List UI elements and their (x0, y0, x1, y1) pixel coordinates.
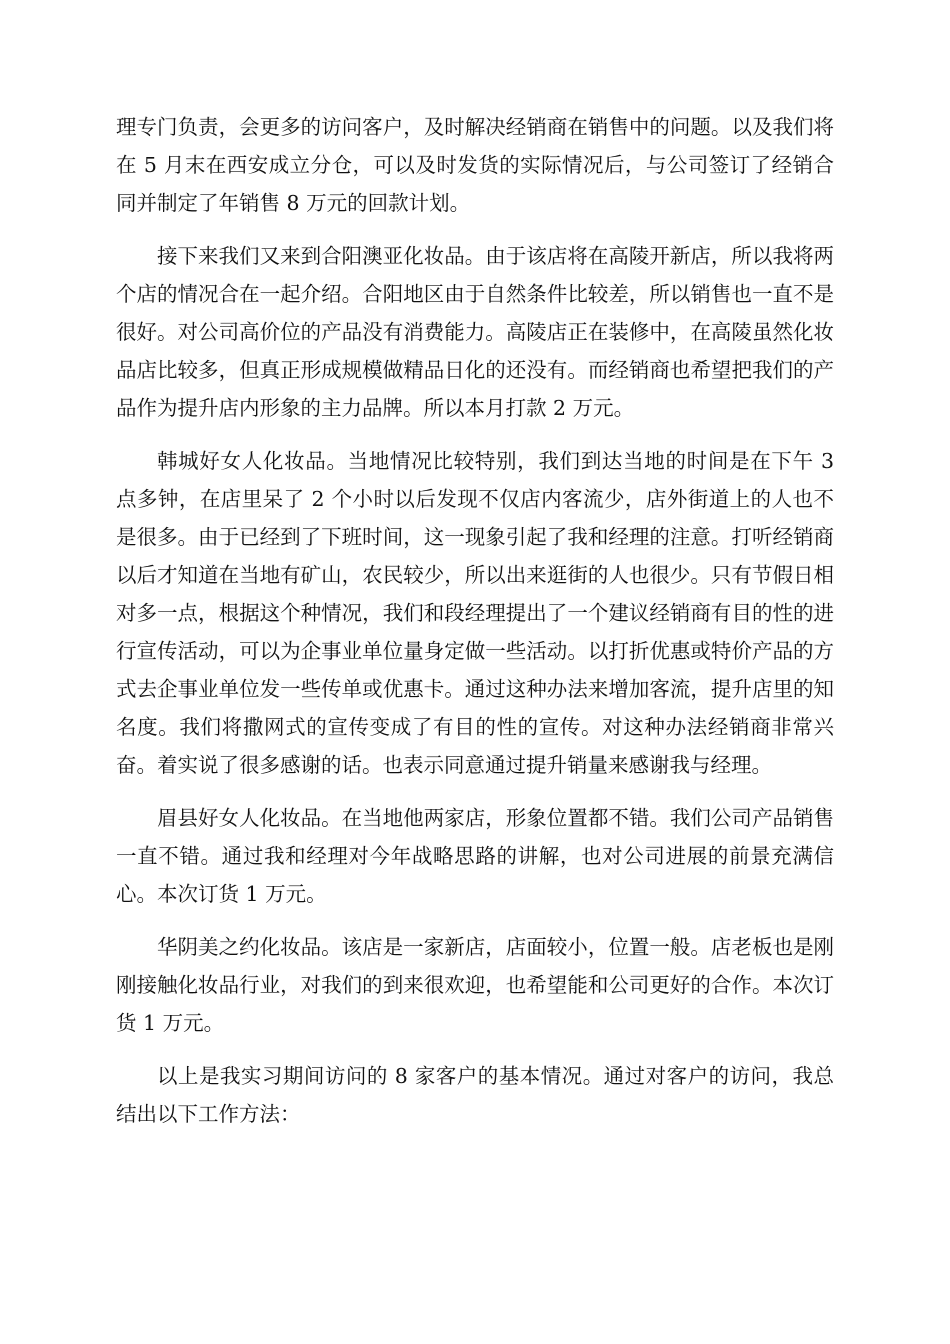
paragraph-summary: 以上是我实习期间访问的 8 家客户的基本情况。通过对客户的访问，我总结出以下工作方法： (116, 1064, 834, 1126)
paragraph-continuation: 理专门负责，会更多的访问客户，及时解决经销商在销售中的问题。以及我们将在 5 月末在西安成立分仓，可以及时发货的实际情况后，与公司签订了经销合同并制定了年销售 8 万元的回款计划。 (116, 115, 834, 215)
document-page (116, 108, 834, 1148)
paragraph-meixian-store: 眉县好女人化妆品。在当地他两家店，形象位置都不错。我们公司产品销售一直不错。通过我和经理对今年战略思路的讲解，也对公司进展的前景充满信心。本次订货 1 万元。 (116, 806, 834, 906)
paragraph-heyang-store: 接下来我们又来到合阳澳亚化妆品。由于该店将在高陵开新店，所以我将两个店的情况合在一起介绍。合阳地区由于自然条件比较差，所以销售也一直不是很好。对公司高价位的产品没有消费能力。高陵店正在装修中，在高陵虽然化妆品店比较多，但真正形成规模做精品日化的还没有。而经销商也希望把我们的产品作为提升店内形象的主力品牌。所以本月打款 2 万元。 (116, 244, 834, 420)
paragraph-hancheng-store: 韩城好女人化妆品。当地情况比较特别，我们到达当地的时间是在下午 3 点多钟，在店里呆了 2 个小时以后发现不仅店内客流少，店外街道上的人也不是很多。由于已经到了下班时间，这一现象引起了我和经理的注意。打听经销商以后才知道在当地有矿山，农民较少，所以出来逛街的人也很少。只有节假日相对多一点，根据这个种情况，我们和段经理提出了一个建议经销商有目的性的进行宣传活动，可以为企事业单位量身定做一些活动。以打折优惠或特价产品的方式去企事业单位发一些传单或优惠卡。通过这种办法来增加客流，提升店里的知名度。我们将撒网式的宣传变成了有目的性的宣传。对这种办法经销商非常兴奋。着实说了很多感谢的话。也表示同意通过提升销量来感谢我与经理。 (116, 449, 834, 777)
paragraph-huayin-store: 华阴美之约化妆品。该店是一家新店，店面较小，位置一般。店老板也是刚刚接触化妆品行业，对我们的到来很欢迎，也希望能和公司更好的合作。本次订货 1 万元。 (116, 935, 834, 1035)
